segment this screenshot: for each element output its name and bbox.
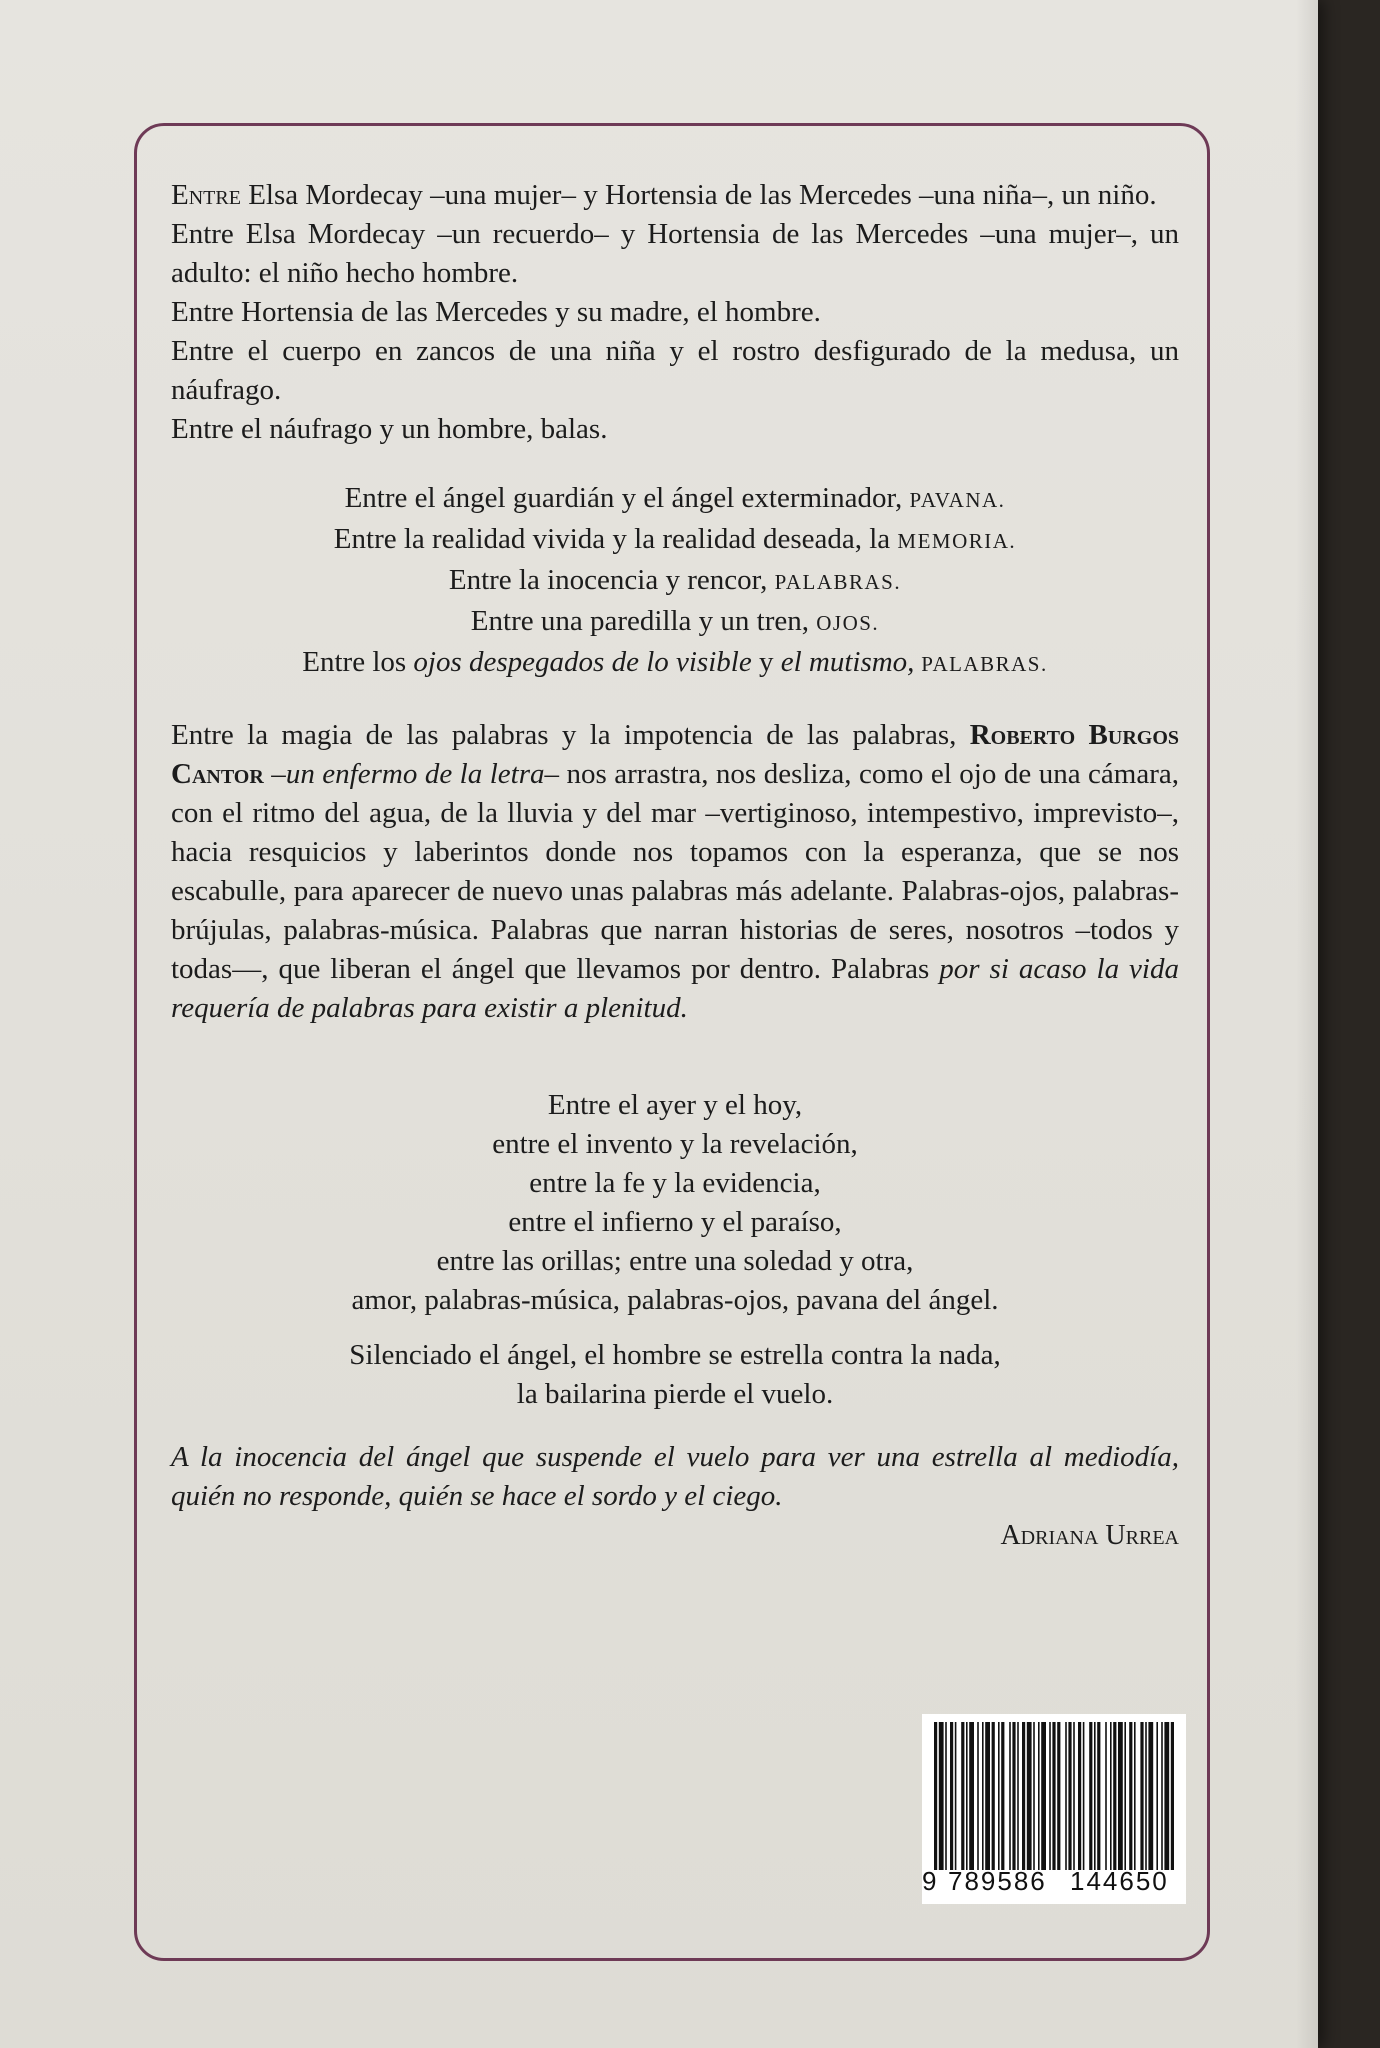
barcode-bar xyxy=(1118,1722,1123,1870)
closing-line-2: la bailarina pierde el vuelo. xyxy=(516,1378,834,1410)
barcode-bar xyxy=(1017,1722,1019,1870)
signature: Adriana Urrea xyxy=(1000,1520,1179,1551)
poem-line-4: entre el infierno y el paraíso, xyxy=(508,1206,842,1238)
barcode-bar xyxy=(1134,1722,1136,1870)
centered-line-3: Entre la inocencia y rencor, PALABRAS. xyxy=(448,564,902,596)
barcode-bar xyxy=(1156,1722,1158,1870)
barcode-bar xyxy=(1027,1722,1032,1870)
isbn-right-group: 144650 xyxy=(1070,1866,1169,1896)
centered-line-2: Entre la realidad vivida y la realidad deseada, la MEMORIA. xyxy=(333,523,1017,555)
barcode-bar xyxy=(985,1722,990,1870)
poem-line-1: Entre el ayer y el hoy, xyxy=(547,1089,803,1121)
barcode-bar xyxy=(1033,1722,1035,1870)
blurb-text xyxy=(171,176,1179,1555)
barcode-bar xyxy=(1140,1722,1143,1870)
barcode-bar xyxy=(961,1722,964,1870)
barcode-bar xyxy=(1009,1722,1011,1870)
barcode-bar xyxy=(1105,1722,1107,1870)
barcode-bar xyxy=(1113,1722,1116,1870)
barcode-bar xyxy=(977,1722,979,1870)
barcode-bar xyxy=(1164,1722,1169,1870)
italic-final: A la inocencia del ángel que suspende el vuelo para ver una estrella al mediodía, quién no responde, quién se hace el sordo y el ciego. xyxy=(171,1441,1179,1512)
barcode-bar xyxy=(1094,1722,1096,1870)
barcode-bar xyxy=(1022,1722,1025,1870)
barcode-bar xyxy=(1049,1722,1051,1870)
intro-line-1: Entre Elsa Mordecay –una mujer– y Hortensia de las Mercedes –una niña–, un niño. xyxy=(171,179,1157,211)
author-name: Roberto xyxy=(969,719,1076,751)
barcode-bar xyxy=(1097,1722,1100,1870)
isbn-left-group: 789586 xyxy=(948,1866,1047,1896)
barcode-bar xyxy=(992,1722,995,1870)
closing-line-1: Silenciado el ángel, el hombre se estrella contra la nada, xyxy=(349,1339,1001,1371)
barcode-bar xyxy=(1041,1722,1046,1870)
barcode-bar xyxy=(1145,1722,1147,1870)
centered-line-5: Entre los ojos despegados de lo visible y el mutismo, PALABRAS. xyxy=(302,646,1048,678)
barcode-bar xyxy=(1012,1722,1015,1870)
cover-edge-shadow xyxy=(1296,0,1318,2048)
poem-line-5: entre las orillas; entre una soledad y otra, xyxy=(436,1245,914,1277)
intro-line-4: Entre el cuerpo en zancos de una niña y el rostro desfigurado de la medusa, un náufrago. xyxy=(171,335,1179,406)
poem-line-3: entre la fe y la evidencia, xyxy=(529,1167,821,1199)
barcode-bar xyxy=(1057,1722,1060,1870)
barcode-bar xyxy=(1124,1722,1126,1870)
barcode-bar xyxy=(969,1722,974,1870)
barcode-bar xyxy=(998,1722,1000,1870)
barcode-bar xyxy=(1129,1722,1132,1870)
barcode-bar xyxy=(939,1722,944,1870)
barcode-bar xyxy=(1052,1722,1055,1870)
centered-line-1: Entre el ángel guardián y el ángel exterminador, PAVANA. xyxy=(344,482,1006,514)
barcode-bar xyxy=(1083,1722,1085,1870)
poem-line-2: entre el invento y la revelación, xyxy=(492,1128,858,1160)
barcode-bar xyxy=(934,1722,937,1870)
barcode-bar xyxy=(1171,1722,1174,1870)
poem-line-6: amor, palabras-música, palabras-ojos, pavana del ángel. xyxy=(351,1284,999,1316)
barcode-bar xyxy=(955,1722,957,1870)
barcode-bar xyxy=(1161,1722,1163,1870)
isbn-number xyxy=(922,1864,1186,1898)
isbn-first-digit: 9 xyxy=(922,1866,937,1896)
barcode-bar xyxy=(950,1722,953,1870)
barcode-bar xyxy=(1038,1722,1040,1870)
barcode-bar xyxy=(1110,1722,1112,1870)
barcode-bar xyxy=(982,1722,984,1870)
barcode-bar xyxy=(1068,1722,1071,1870)
barcode-bar xyxy=(966,1722,968,1870)
centered-line-4: Entre una paredilla y un tren, OJOS. xyxy=(470,605,880,637)
barcode-bar xyxy=(1089,1722,1092,1870)
barcode-bar xyxy=(1073,1722,1075,1870)
barcode-bar xyxy=(1065,1722,1067,1870)
drop-word: Entre xyxy=(171,179,241,211)
barcode-bar xyxy=(1078,1722,1081,1870)
intro-line-5: Entre el náufrago y un hombre, balas. xyxy=(171,413,608,445)
barcode-bar xyxy=(945,1722,947,1870)
main-paragraph: Entre la magia de las palabras y la impotencia de las palabras, Roberto Burgos Cantor –un enfermo de la letra– nos arrastra, nos desliza, como el ojo de una cámara, con el ritmo del agua, de la lluvia y del mar –vertiginoso, intempestivo, imprevisto–, hacia resquicios y laberintos donde nos topamos con la esperanza, que se nos escabulle, para aparecer de nuevo unas palabras más adelante. Palabras-ojos, palabras-brújulas, palabras-música. Palabras que narran historias de seres, nosotros –todos y todas—, que liberan el ángel que llevamos por dentro. Palabras por si acaso la vida requería de palabras para existir a plenitud. xyxy=(171,719,1180,1024)
barcode-bar xyxy=(1001,1722,1004,1870)
intro-line-2: Entre Elsa Mordecay –un recuerdo– y Hortensia de las Mercedes –una mujer–, un adulto: el niño hecho hombre. xyxy=(171,218,1179,289)
intro-line-3: Entre Hortensia de las Mercedes y su madre, el hombre. xyxy=(171,296,821,328)
barcode-bars xyxy=(930,1722,1178,1870)
barcode-bar xyxy=(1148,1722,1153,1870)
isbn-barcode xyxy=(922,1714,1186,1904)
